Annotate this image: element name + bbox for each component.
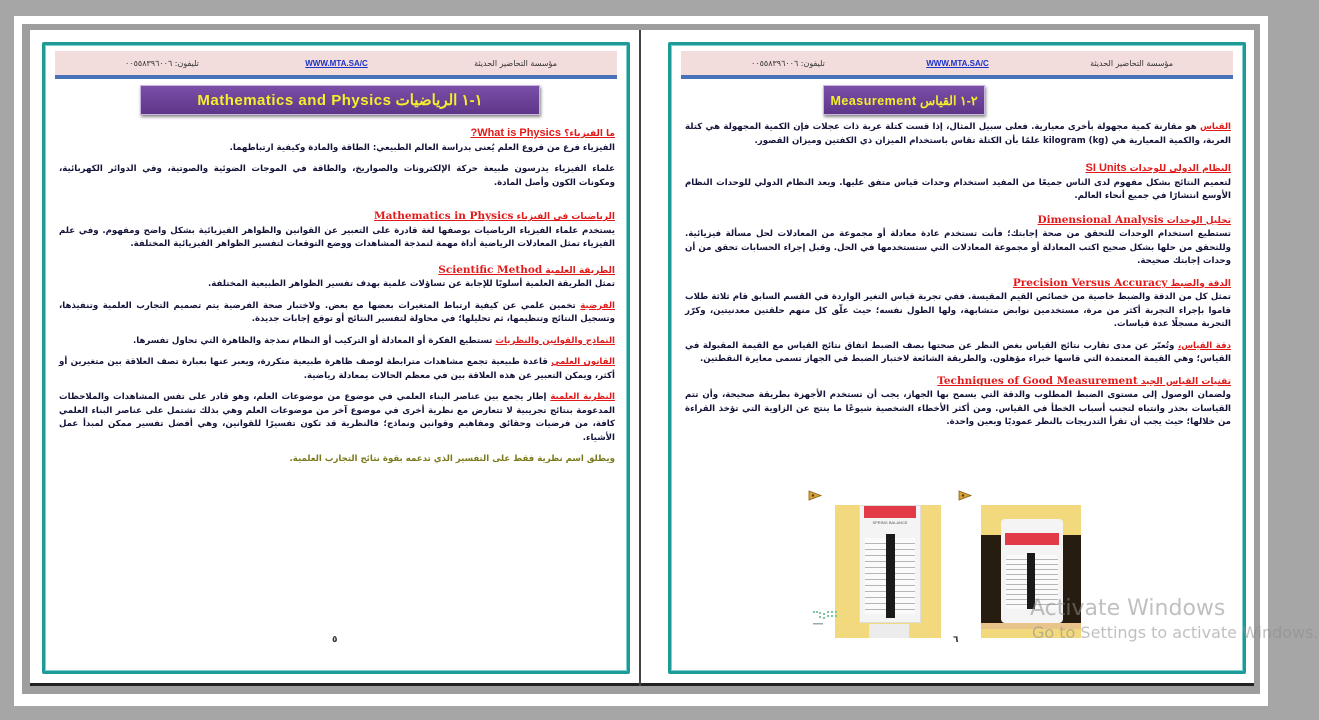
header-url-link[interactable]: WWW.MTA.SA/C [305,58,368,68]
term-paragraph: القانون العلمي قاعدة طبيعية تجمع مشاهدات مترابطة لوصف ظاهرة طبيعية متكررة، ويعبر عنها بعبارة تصف العلاقة بين متغيرين أو أكثر، ويمكن التعبير عن هذه العلاقة بين في معظم الحالات بمعادلة رياضية. [59,357,616,381]
paragraph: تمثل كل من الدقة والضبط خاصية من خصائص القيم المقيسة. ففي تجربة قياس التغير الواردة في القسم السابق قام ثلاثة طلاب قاموا بإجراء التجربة أكثر من مرة، مستخدمين نوابض متشابهة، ولها الطول نفسه؛ حيث علّق كل منهم حلقتين معدنيتين، وكرّر التجربة مسجلًا عدة قياسات. [685,292,1231,329]
term-paragraph: النظرية العلمية إطار يجمع بين عناصر البناء العلمي في موضوع من موضوعات العلم، وهو قادر على تفس المشاهدات والملاحظات المدعومة بنتائج تجريبية لا تتعارض مع نظرية أخرى في موضوع آخر من موضوعات العلم وهي بذلك تشتمل على عناصر البناء العلمي كافة، من فرضيات وحقائق ومفاهيم وقوانين ونماذج؛ فالنظرية قد تكون تفسيرًا للقوانين، وهي أفضل تفسير ممكن لمبدأ عمل الأشياء. [59,392,616,443]
header-institution: مؤسسة التحاضير الحديثة [474,58,557,68]
paragraph: علماء الفيزياء يدرسون طبيعة حركة الإلكترونات والصواريخ، والطاقة في الموجات الضوئية والصوتية، وفي الدوائر الكهربائية، ومكونات الكون وأصل المادة. [59,164,615,188]
paragraph: لتعميم النتائج بشكل مفهوم لدى الناس جميعًا من المفيد استخدام وحدات قياس متفق عليها. ويعد النظام الدولي للوحدات النظام الأوسع انتشارًا في جميع أنحاء العالم. [685,177,1231,201]
page-number: ٥ [332,635,338,645]
term-paragraph: دقة القياس، وتُعبّر عن مدى تقارب نتائج القياس بغض النظر عن صحتها بصف الضبط اتفاق نتائج القياس مع القيمة المقبولة في القياس؛ وهي القيمة المعتمدة التي قاسها خبراء مؤهلون. والطريقة الشائعة لاختبار الضبط في الجهاز تسمى معايرة النقطتين. [685,340,1231,364]
header-rule [681,75,1233,79]
spring-balance-photo: SPRING BALANCE [835,505,941,638]
book-spread [30,30,1254,686]
term-paragraph: القياس هو مقارنة كمية مجهولة بأخرى معيارية. فعلى سبيل المثال، إذا قست كتلة عربة ذات عجلات فإن الكمية المجهولة هي كتلة العربة، والكمية المعيارية هي (kg) kilogram علمًا بأن الكتلة تقاس باستخدام الميزان ذي الكفتين وميزان القصور. [685,122,1231,146]
paragraph: ولضمان الوصول إلى مستوى الضبط المطلوب والدقة التي يسمح بها الجهاز، يجب أن تستخدم الأجهزة بطريقة صحيحة، وأن تتم القياسات بحذر وانتباه لتجنب أسباب الخطأ في القياس. ومن أكثر الأخطاء الشخصية شيوعًا ما ينتج عن الزاوية التي تؤخذ القراءة من خلالها؛ حيث يجب أن تقرأ التدريجات بالنظر عموديًا وبعين واحدة. [685,390,1231,427]
term-label: القياس [1200,122,1231,132]
section-heading: الدقة والضبط Precision Versus Accuracy [1012,276,1231,289]
page-number: ٦ [953,635,959,645]
play-icon[interactable] [959,491,971,500]
closing-note: ويطلق اسم نظرية فقط على التفسير الذي تدعمه بقوة نتائج التجارب العلمية. [289,454,615,464]
term-paragraph: الفرضية تخمين علمي عن كيفية ارتباط المتغيرات بعضها مع بعض. ولاختبار صحة الفرضية يتم تصميم التجارب العلمية وتنفيذها، وتسجيل النتائج وتنظيمها، ثم تحليلها؛ في محاولة لتفسير النتائج أو توقع إجابات جديدة. [59,300,615,324]
page-header [681,51,1233,75]
left-page-content [59,127,615,475]
chapter-banner: ٢-١ القياس Measurement [823,85,985,115]
term-label: القانون العلمي [551,357,616,367]
right-page-content [685,121,1231,438]
right-page [668,42,1246,674]
header-url-link[interactable]: WWW.MTA.SA/C [926,58,989,68]
header-rule [55,75,617,79]
term-label: الفرضية [580,300,615,311]
paragraph: يستخدم علماء الفيزياء الرياضيات بوصفها لغة قادرة على التعبير عن القوانين والظواهر الفيزيائية بشكل واضح ومفهوم. وفي علم الفيزياء تمثل المعادلات الرياضية أداة مهمة لنمذجة المشاهدات ووضع التوقعات لتفسير الظواهر الفيزيائية المختلفة. [59,225,615,249]
section-heading: ما الفيزياء؟ What is Physics? [470,127,615,139]
left-page [42,42,630,674]
term-label: النماذج والقوانين والنظريات [495,335,615,346]
activation-watermark: Activate Windows Go to Settings to activate Windows. [1030,596,1319,642]
term-label: دقة القياس، [1177,340,1231,351]
play-icon[interactable] [809,491,821,500]
header-phone: تليفون: ٠٠٥٥٨٣٩٦٠٠٦ [125,58,199,68]
section-heading: الرياضيات في الفيزياء Mathematics in Physics [373,210,615,222]
header-institution: مؤسسة التحاضير الحديثة [1090,58,1173,68]
paragraph: تمثل الطريقة العلمية أسلوبًا للإجابة عن تساؤلات علمية بهدف تفسير الظواهر الطبيعية المختلفة. [208,279,615,289]
ministry-logo-icon [813,609,839,629]
section-heading: تحليل الوحدات Dimensional Analysis [1037,213,1231,226]
header-phone: تليفون: ٠٠٥٥٨٣٩٦٠٠٦ [751,58,825,68]
section-heading: النظام الدولي للوحدات SI Units [1085,162,1231,174]
page-divider [639,30,641,686]
section-heading: تقنيات القياس الجيد Techniques of Good Measurement [937,374,1231,387]
spring-balance-figures [671,491,1243,641]
term-paragraph: النماذج والقوانين والنظريات تستطيع الفكرة أو المعادلة أو التركيب أو النظام نمذجة والظاهرة التي تحاول تفسرها. [132,335,615,346]
page-header [55,51,617,75]
term-label: النظرية العلمية [550,392,616,402]
spring-balance-photo [981,505,1081,638]
chapter-banner: ١-١ الرياضيات Mathematics and Physics [140,85,540,115]
paragraph: تستطيع استخدام الوحدات للتحقق من صحة إجابتك؛ فأنت تستخدم عادة معادلة أو مجموعة من المعادلات لحل مسألة فيزيائية. وللتحقق من حلها بشكل صحيح اكتب المعادلة أو مجموعة المعادلات التي ستستخدمها في الحل. وقبل إجراء الحسابات تحقق من أن وحدات إجابتك صحيحة. [685,229,1231,266]
section-heading: الطريقة العلمية Scientific Method [438,263,615,276]
paragraph: الفيزياء فرع من فروع العلم يُعنى بدراسة العالم الطبيعي: الطاقة والمادة وكيفية ارتباطهما. [229,142,615,153]
